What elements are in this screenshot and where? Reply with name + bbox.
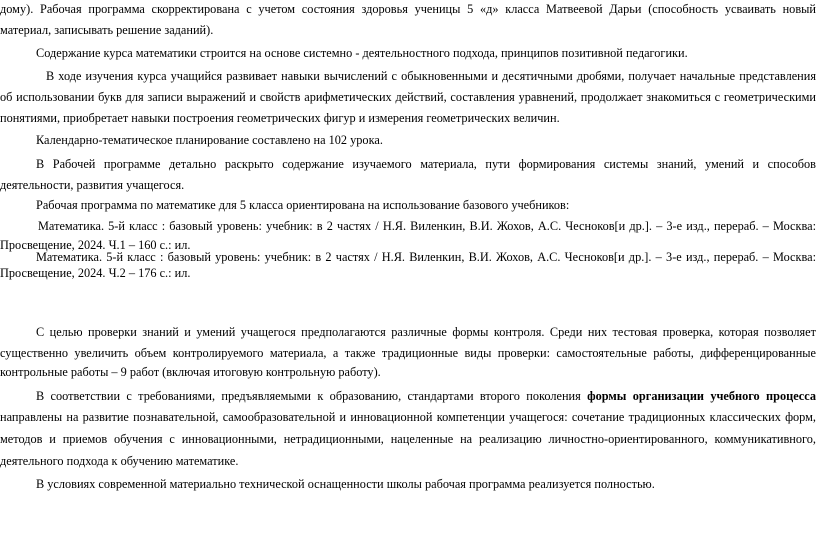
text-segment: В соответствии с требованиями, предъявляемыми к образованию, стандартами второго поколения (36, 389, 581, 403)
bold-phrase: формы организации учебного процесса (587, 389, 816, 403)
text-line: Рабочая программа по математике для 5 класса ориентирована на использование базового учебников: (36, 198, 570, 212)
text-line: Просвещение, 2024. Ч.1 – 160 с.: ил. (0, 238, 191, 252)
text-line: контрольные работы – 9 работ (включая итоговую контрольную работу). (0, 365, 381, 379)
text-line: дому). Рабочая программа скорректирована с учетом состояния здоровья ученицы 5 «д» класса Матвеевой Дарьи (способность усваивать новый (0, 2, 816, 16)
text-line: Календарно-тематическое планирование составлено на 102 урока. (36, 133, 383, 147)
text-line: В Рабочей программе детально раскрыто содержание изучаемого материала, пути формирования системы знаний, умений и способов (36, 157, 816, 171)
text-line: Математика. 5-й класс : базовый уровень: учебник: в 2 частях / Н.Я. Виленкин, В.И. Жохов, А.С. Чесноков[и др.]. – 3-е изд., перераб. – Москва: (36, 250, 816, 264)
text-line: понятиями, приобретает навыки построения геометрических фигур и измерения геометрических величин. (0, 111, 560, 125)
text-line: С целью проверки знаний и умений учащегося предполагаются различные формы контроля. Среди них тестовая проверка, которая позволяет (36, 325, 816, 339)
text-line: деятельности, развития учащегося. (0, 178, 185, 192)
text-line: существенно увеличить объем контролируемого материала, а также традиционные виды проверки: самостоятельные работы, дифференцированные (0, 346, 816, 360)
text-line: Просвещение, 2024. Ч.2 – 176 с.: ил. (0, 266, 191, 280)
text-line (0, 389, 816, 404)
text-line: В ходе изучения курса учащийся развивает навыки вычислений с обыкновенными и десятичными дробями, получает начальные представления (46, 69, 816, 83)
text-line: Содержание курса математики строится на основе системно - деятельностного подхода, принципов позитивной педагогики. (36, 46, 688, 60)
text-line: В условиях современной материально технической оснащенности школы рабочая программа реализуется полностью. (36, 477, 655, 491)
text-line: об использовании букв для записи выражений и свойств арифметических действий, составления уравнений, продолжает знакомиться с геометрическими (0, 90, 816, 104)
text-line: Математика. 5-й класс : базовый уровень: учебник: в 2 частях / Н.Я. Виленкин, В.И. Жохов, А.С. Чесноков[и др.]. – 3-е изд., перераб. – Москва: (38, 219, 816, 233)
text-line: методов и приемов обучения с инновационными, нетрадиционными, нацеленные на реализацию личностно-ориентированного, коммуникативного, (0, 432, 816, 446)
text-line: направлены на развитие познавательной, самообразовательной и инновационной компетенции учащегося: сочетание традиционных классических форм, (0, 410, 816, 424)
text-line: деятельного подхода к обучению математике. (0, 454, 239, 468)
text-line: материал, записывать решение заданий). (0, 23, 214, 37)
